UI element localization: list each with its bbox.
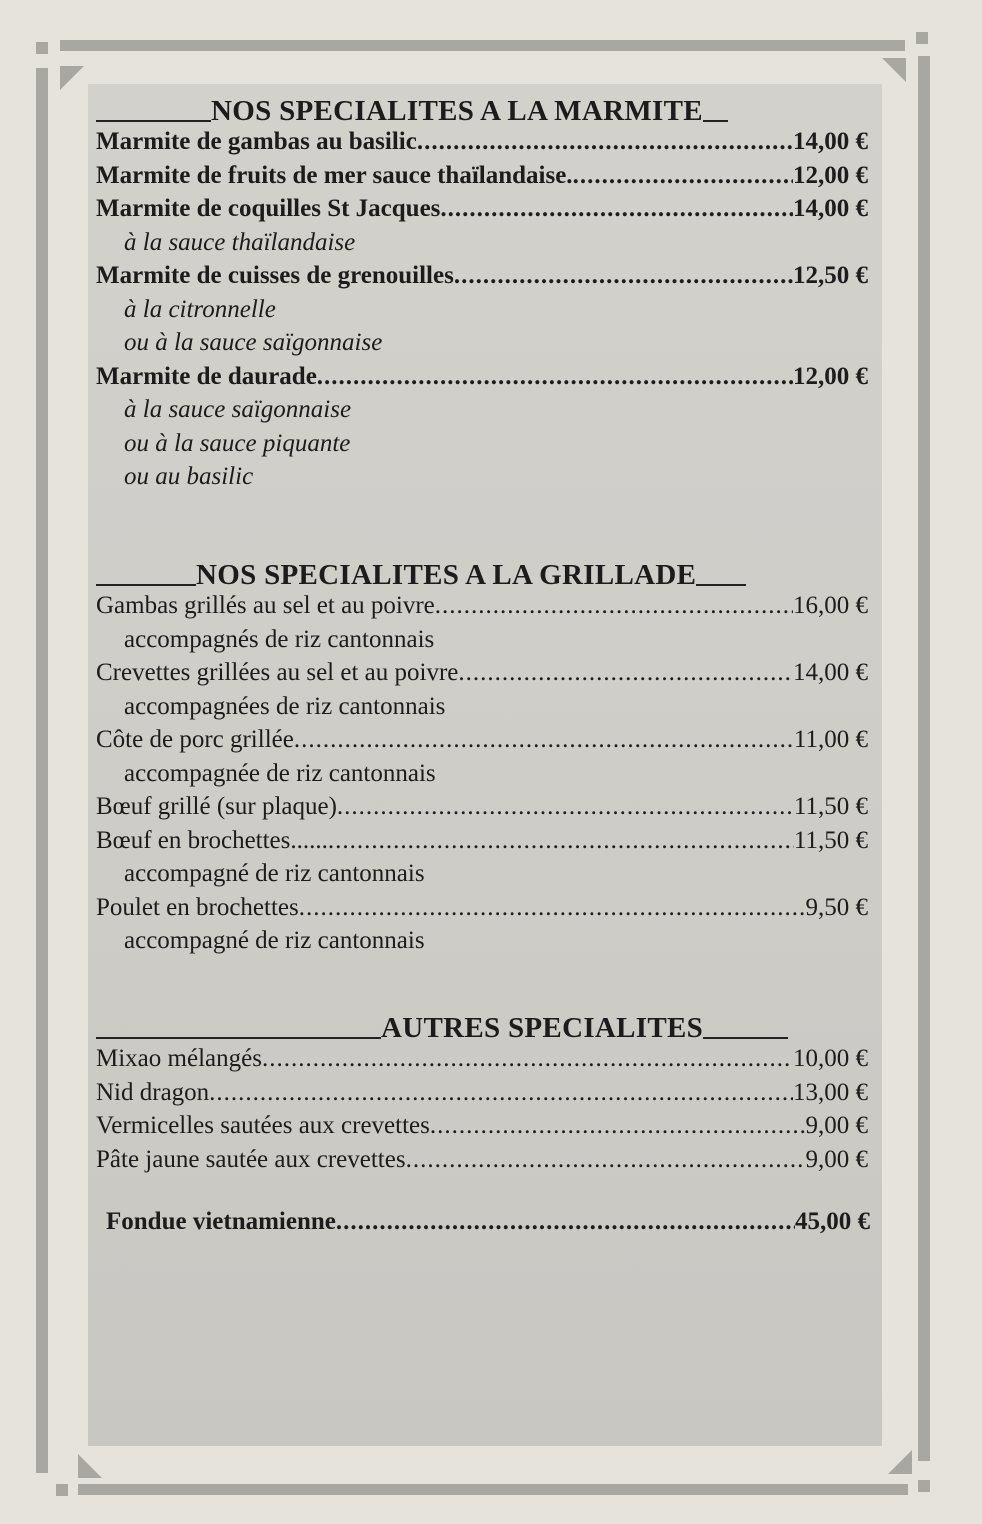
corner-triangle [60, 66, 84, 90]
item-note: accompagnée de riz cantonnais [124, 759, 436, 787]
item-note: à la sauce thaïlandaise [124, 228, 356, 256]
item-price: 9,00 € [805, 1112, 868, 1139]
menu-item [96, 827, 868, 861]
dot-leader [454, 262, 793, 290]
item-price: 9,00 € [805, 1145, 868, 1173]
item-name: Bœuf en brochettes...... [96, 826, 328, 854]
dot-leader [417, 128, 793, 156]
menu-item [96, 195, 868, 229]
item-price: 12,50 € [793, 262, 868, 289]
dot-leader [435, 592, 793, 620]
item-name: Marmite de coquilles St Jacques [96, 195, 441, 222]
section-title [96, 92, 868, 128]
section-title-text: NOS SPECIALITES A LA GRILLADE [196, 559, 697, 591]
title-rule [703, 120, 728, 122]
title-rule [96, 1037, 381, 1039]
title-rule [96, 584, 196, 586]
item-price: 45,00 € [795, 1208, 870, 1235]
item-name: Marmite de fruits de mer sauce thaïlandaise. [96, 161, 573, 189]
item-note: accompagné de riz cantonnais [124, 860, 425, 887]
dot-leader [299, 894, 806, 922]
menu-item [96, 1146, 868, 1180]
section-title-text: NOS SPECIALITES A LA MARMITE [211, 95, 703, 127]
frame-bottom [78, 1484, 908, 1495]
item-note: ou à la sauce saïgonnaise [124, 329, 383, 356]
dot-leader [458, 659, 793, 687]
menu-item [96, 363, 868, 397]
menu-item [96, 793, 868, 827]
menu-section [96, 1009, 868, 1179]
frame-right [918, 56, 930, 1461]
frame-corner [36, 42, 48, 54]
menu-item [96, 1079, 868, 1113]
item-price: 13,00 € [793, 1078, 868, 1106]
corner-triangle [888, 1450, 912, 1474]
item-name: Gambas grillés au sel et au poivre [96, 592, 435, 619]
item-name: Marmite de cuisses de grenouilles [96, 262, 454, 289]
menu-item [96, 726, 868, 760]
item-note: à la citronnelle [124, 295, 276, 323]
menu-item [96, 1045, 868, 1079]
item-note: accompagnés de riz cantonnais [124, 625, 435, 653]
dot-leader [317, 363, 793, 391]
item-price: 14,00 € [793, 659, 868, 686]
item-note: à la sauce saïgonnaise [124, 396, 352, 423]
menu-section [96, 92, 868, 497]
dot-leader [430, 1112, 806, 1140]
item-name: Mixao mélangés [96, 1045, 262, 1072]
section-title-text: AUTRES SPECIALITES [381, 1012, 704, 1044]
menu-item [96, 894, 868, 928]
frame-corner [56, 1484, 68, 1496]
item-note: accompagné de riz cantonnais [124, 927, 425, 954]
frame-corner [918, 1480, 930, 1492]
dot-leader [337, 793, 794, 821]
item-name: Fondue vietnamienne [106, 1208, 336, 1235]
menu-item [96, 659, 868, 693]
dot-leader [294, 726, 794, 754]
item-name: Poulet en brochettes [96, 893, 299, 921]
dot-leader [328, 827, 794, 855]
corner-triangle [78, 1454, 102, 1478]
item-name: Marmite de daurade [96, 362, 317, 390]
item-name: Crevettes grillées au sel et au poivre [96, 659, 459, 686]
item-note: ou à la sauce piquante [124, 429, 351, 457]
item-name: Pâte jaune sautée aux crevettes [96, 1145, 406, 1173]
corner-triangle [882, 58, 906, 82]
section-title [96, 1009, 868, 1045]
menu-section [96, 556, 868, 961]
dot-leader [440, 195, 793, 223]
dot-leader [573, 162, 793, 190]
item-price: 12,00 € [793, 161, 868, 189]
menu-item [96, 162, 868, 196]
title-rule [696, 584, 746, 586]
item-name: Marmite de gambas au basilic [96, 128, 417, 155]
menu-item [96, 1112, 868, 1146]
frame-top [60, 40, 905, 51]
dot-leader [406, 1146, 806, 1174]
item-price: 9,50 € [805, 893, 868, 921]
item-name: Nid dragon [96, 1078, 210, 1106]
item-name: Bœuf grillé (sur plaque) [96, 793, 337, 820]
dot-leader [262, 1045, 793, 1073]
section-title [96, 556, 868, 592]
item-name: Côte de porc grillée [96, 726, 294, 753]
item-note: accompagnées de riz cantonnais [124, 692, 446, 720]
item-price: 11,50 € [793, 793, 868, 820]
item-price: 11,50 € [793, 826, 868, 854]
item-name: Vermicelles sautées aux crevettes [96, 1112, 430, 1139]
title-rule [96, 120, 211, 122]
frame-corner [916, 32, 928, 44]
item-price: 11,00 € [793, 726, 868, 753]
item-price: 12,00 € [793, 362, 868, 390]
fondue-section [106, 1208, 870, 1242]
title-rule [703, 1037, 788, 1039]
menu-item-fondue [106, 1208, 870, 1242]
frame-left [36, 68, 48, 1473]
menu-item [96, 592, 868, 626]
item-note: ou au basilic [124, 463, 254, 490]
dot-leader [336, 1208, 795, 1236]
item-price: 14,00 € [793, 195, 868, 222]
item-price: 10,00 € [793, 1045, 868, 1072]
menu-item [96, 262, 868, 296]
menu-item [96, 128, 868, 162]
dot-leader [209, 1079, 793, 1107]
item-price: 14,00 € [793, 128, 868, 155]
item-price: 16,00 € [793, 592, 868, 619]
